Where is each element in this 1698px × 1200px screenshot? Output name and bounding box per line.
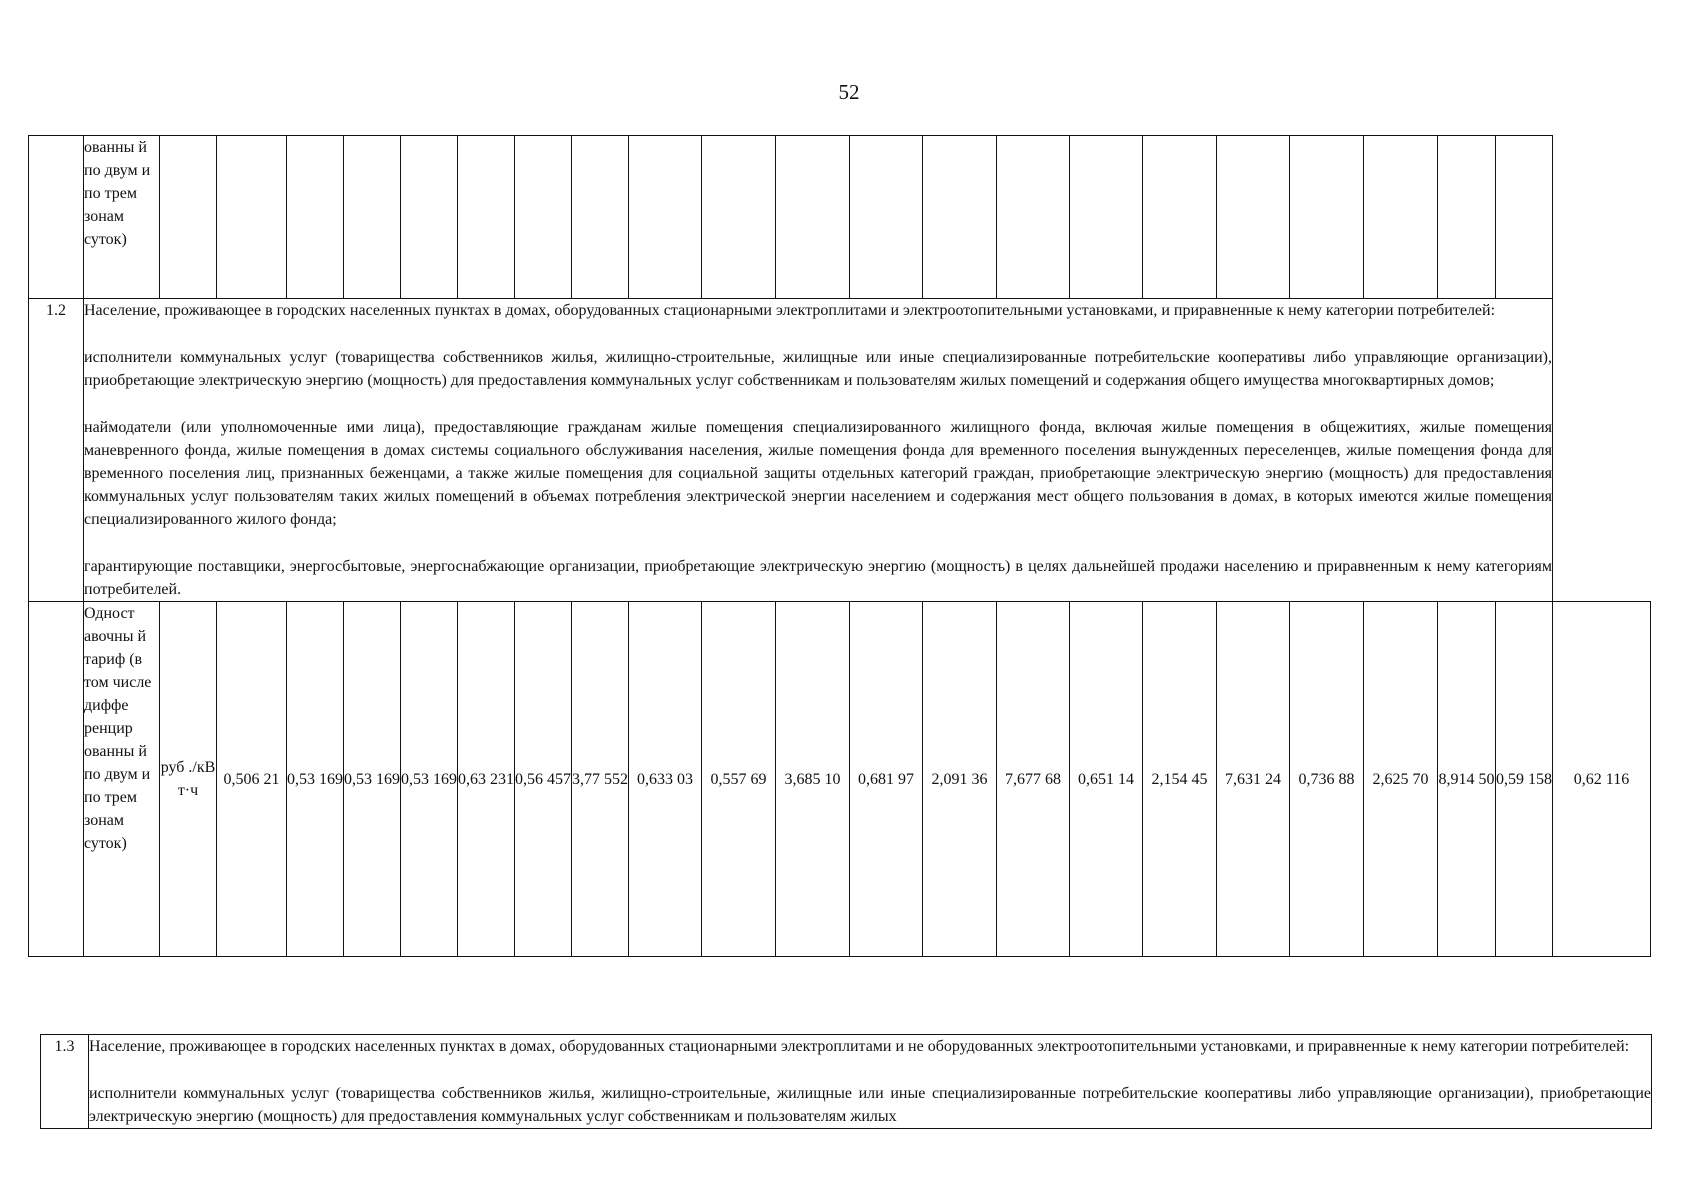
tariff-value: 0,53 169 (287, 602, 344, 957)
tariff-value: 0,651 14 (1070, 602, 1143, 957)
value-cell (702, 136, 776, 299)
value-cell (344, 136, 401, 299)
tariff-value: 0,53 169 (401, 602, 458, 957)
table-row (29, 299, 1651, 602)
tariff-value: 0,681 97 (850, 602, 923, 957)
tariff-value: 7,677 68 (997, 602, 1070, 957)
tariff-value: 0,62 116 (1553, 602, 1651, 957)
tariff-table-continued (40, 1034, 1652, 1129)
tariff-value: 2,154 45 (1143, 602, 1217, 957)
tariff-value: 0,63 231 (458, 602, 515, 957)
tariff-value: 3,685 10 (776, 602, 850, 957)
value-cell (1496, 136, 1553, 299)
category-description (89, 1035, 1652, 1129)
tariff-value: 0,506 21 (217, 602, 287, 957)
row-number: 1.3 (41, 1035, 89, 1129)
unit-cell (160, 136, 217, 299)
page-number: 52 (838, 80, 860, 104)
table-row (29, 136, 1651, 299)
tariff-value: 0,736 88 (1290, 602, 1364, 957)
description-paragraph: исполнители коммунальных услуг (товарищества собственников жилья, жилищно-строительные, жилищные или иные специализированные потребительские кооперативы либо управляющие организации), приобретающие электрическую энергию (мощность) для предоставления коммунальных услуг собственникам и пользователям жилых (89, 1085, 1651, 1125)
value-cell (997, 136, 1070, 299)
description-paragraph: Население, проживающее в городских населенных пунктах в домах, оборудованных стационарными электроплитами и не оборудованных электроотопительными установками, и приравненные к нему категории потребителей: (89, 1038, 1630, 1055)
tariff-value: 0,53 169 (344, 602, 401, 957)
description-paragraph: Население, проживающее в городских населенных пунктах в домах, оборудованных стационарными электроплитами и электроотопительными установками, и приравненные к нему категории потребителей: (84, 302, 1496, 319)
value-cell (458, 136, 515, 299)
tariff-row (29, 602, 1651, 957)
value-cell (572, 136, 629, 299)
value-cell (1143, 136, 1217, 299)
row-label-cell: ованны й по двум и по трем зонам суток) (84, 136, 160, 299)
value-cell (287, 136, 344, 299)
tariff-value: 0,56 457 (515, 602, 572, 957)
value-cell (629, 136, 702, 299)
value-cell (401, 136, 458, 299)
value-cell (1364, 136, 1438, 299)
value-cell (1217, 136, 1290, 299)
unit-cell: руб ./кВ т·ч (160, 602, 217, 957)
number-cell (29, 136, 84, 299)
tariff-value: 0,557 69 (702, 602, 776, 957)
value-cell (1290, 136, 1364, 299)
value-cell (1438, 136, 1496, 299)
tariff-value: 2,625 70 (1364, 602, 1438, 957)
row-number: 1.2 (29, 299, 84, 602)
table-row (41, 1035, 1652, 1129)
tariff-table (28, 135, 1651, 957)
category-description (84, 299, 1553, 602)
description-paragraph: исполнители коммунальных услуг (товарищества собственников жилья, жилищно-строительные, жилищные или иные специализированные потребительские кооперативы либо управляющие организации), приобретающие электрическую энергию (мощность) для предоставления коммунальных услуг собственникам и пользователям жилых помещений и содержания общего имущества многоквартирных домов; (84, 349, 1552, 389)
value-cell (515, 136, 572, 299)
value-cell (1070, 136, 1143, 299)
value-cell (776, 136, 850, 299)
value-cell (850, 136, 923, 299)
value-cell (217, 136, 287, 299)
number-cell (29, 602, 84, 957)
value-cell (923, 136, 997, 299)
description-paragraph: гарантирующие поставщики, энергосбытовые, энергоснабжающие организации, приобретающие электрическую энергию (мощность) в целях дальнейшей продажи населению и приравненным к нему категориям потребителей. (84, 558, 1552, 598)
tariff-value: 3,77 552 (572, 602, 629, 957)
tariff-value: 0,59 158 (1496, 602, 1553, 957)
tariff-value: 7,631 24 (1217, 602, 1290, 957)
row-label-cell: Одност авочны й тариф (в том числе диффе ренцир ованны й по двум и по трем зонам суток) (84, 602, 160, 957)
description-paragraph: наймодатели (или уполномоченные ими лица), предоставляющие гражданам жилые помещения специализированного жилищного фонда, включая жилые помещения в общежитиях, жилые помещения маневренного фонда, жилые помещения в домах системы социального обслуживания населения, жилые помещения фонда для временного поселения вынужденных переселенцев, жилые помещения фонда для временного поселения лиц, признанных беженцами, а также жилые помещения для социальной защиты отдельных категорий граждан, приобретающие электрическую энергию (мощность) для предоставления коммунальных услуг пользователям таких жилых помещений в объемах потребления электрической энергии населением и содержания мест общего пользования в домах, в которых имеются жилые помещения специализированного жилого фонда; (84, 419, 1552, 528)
tariff-value: 0,633 03 (629, 602, 702, 957)
tariff-value: 2,091 36 (923, 602, 997, 957)
tariff-value: 8,914 50 (1438, 602, 1496, 957)
